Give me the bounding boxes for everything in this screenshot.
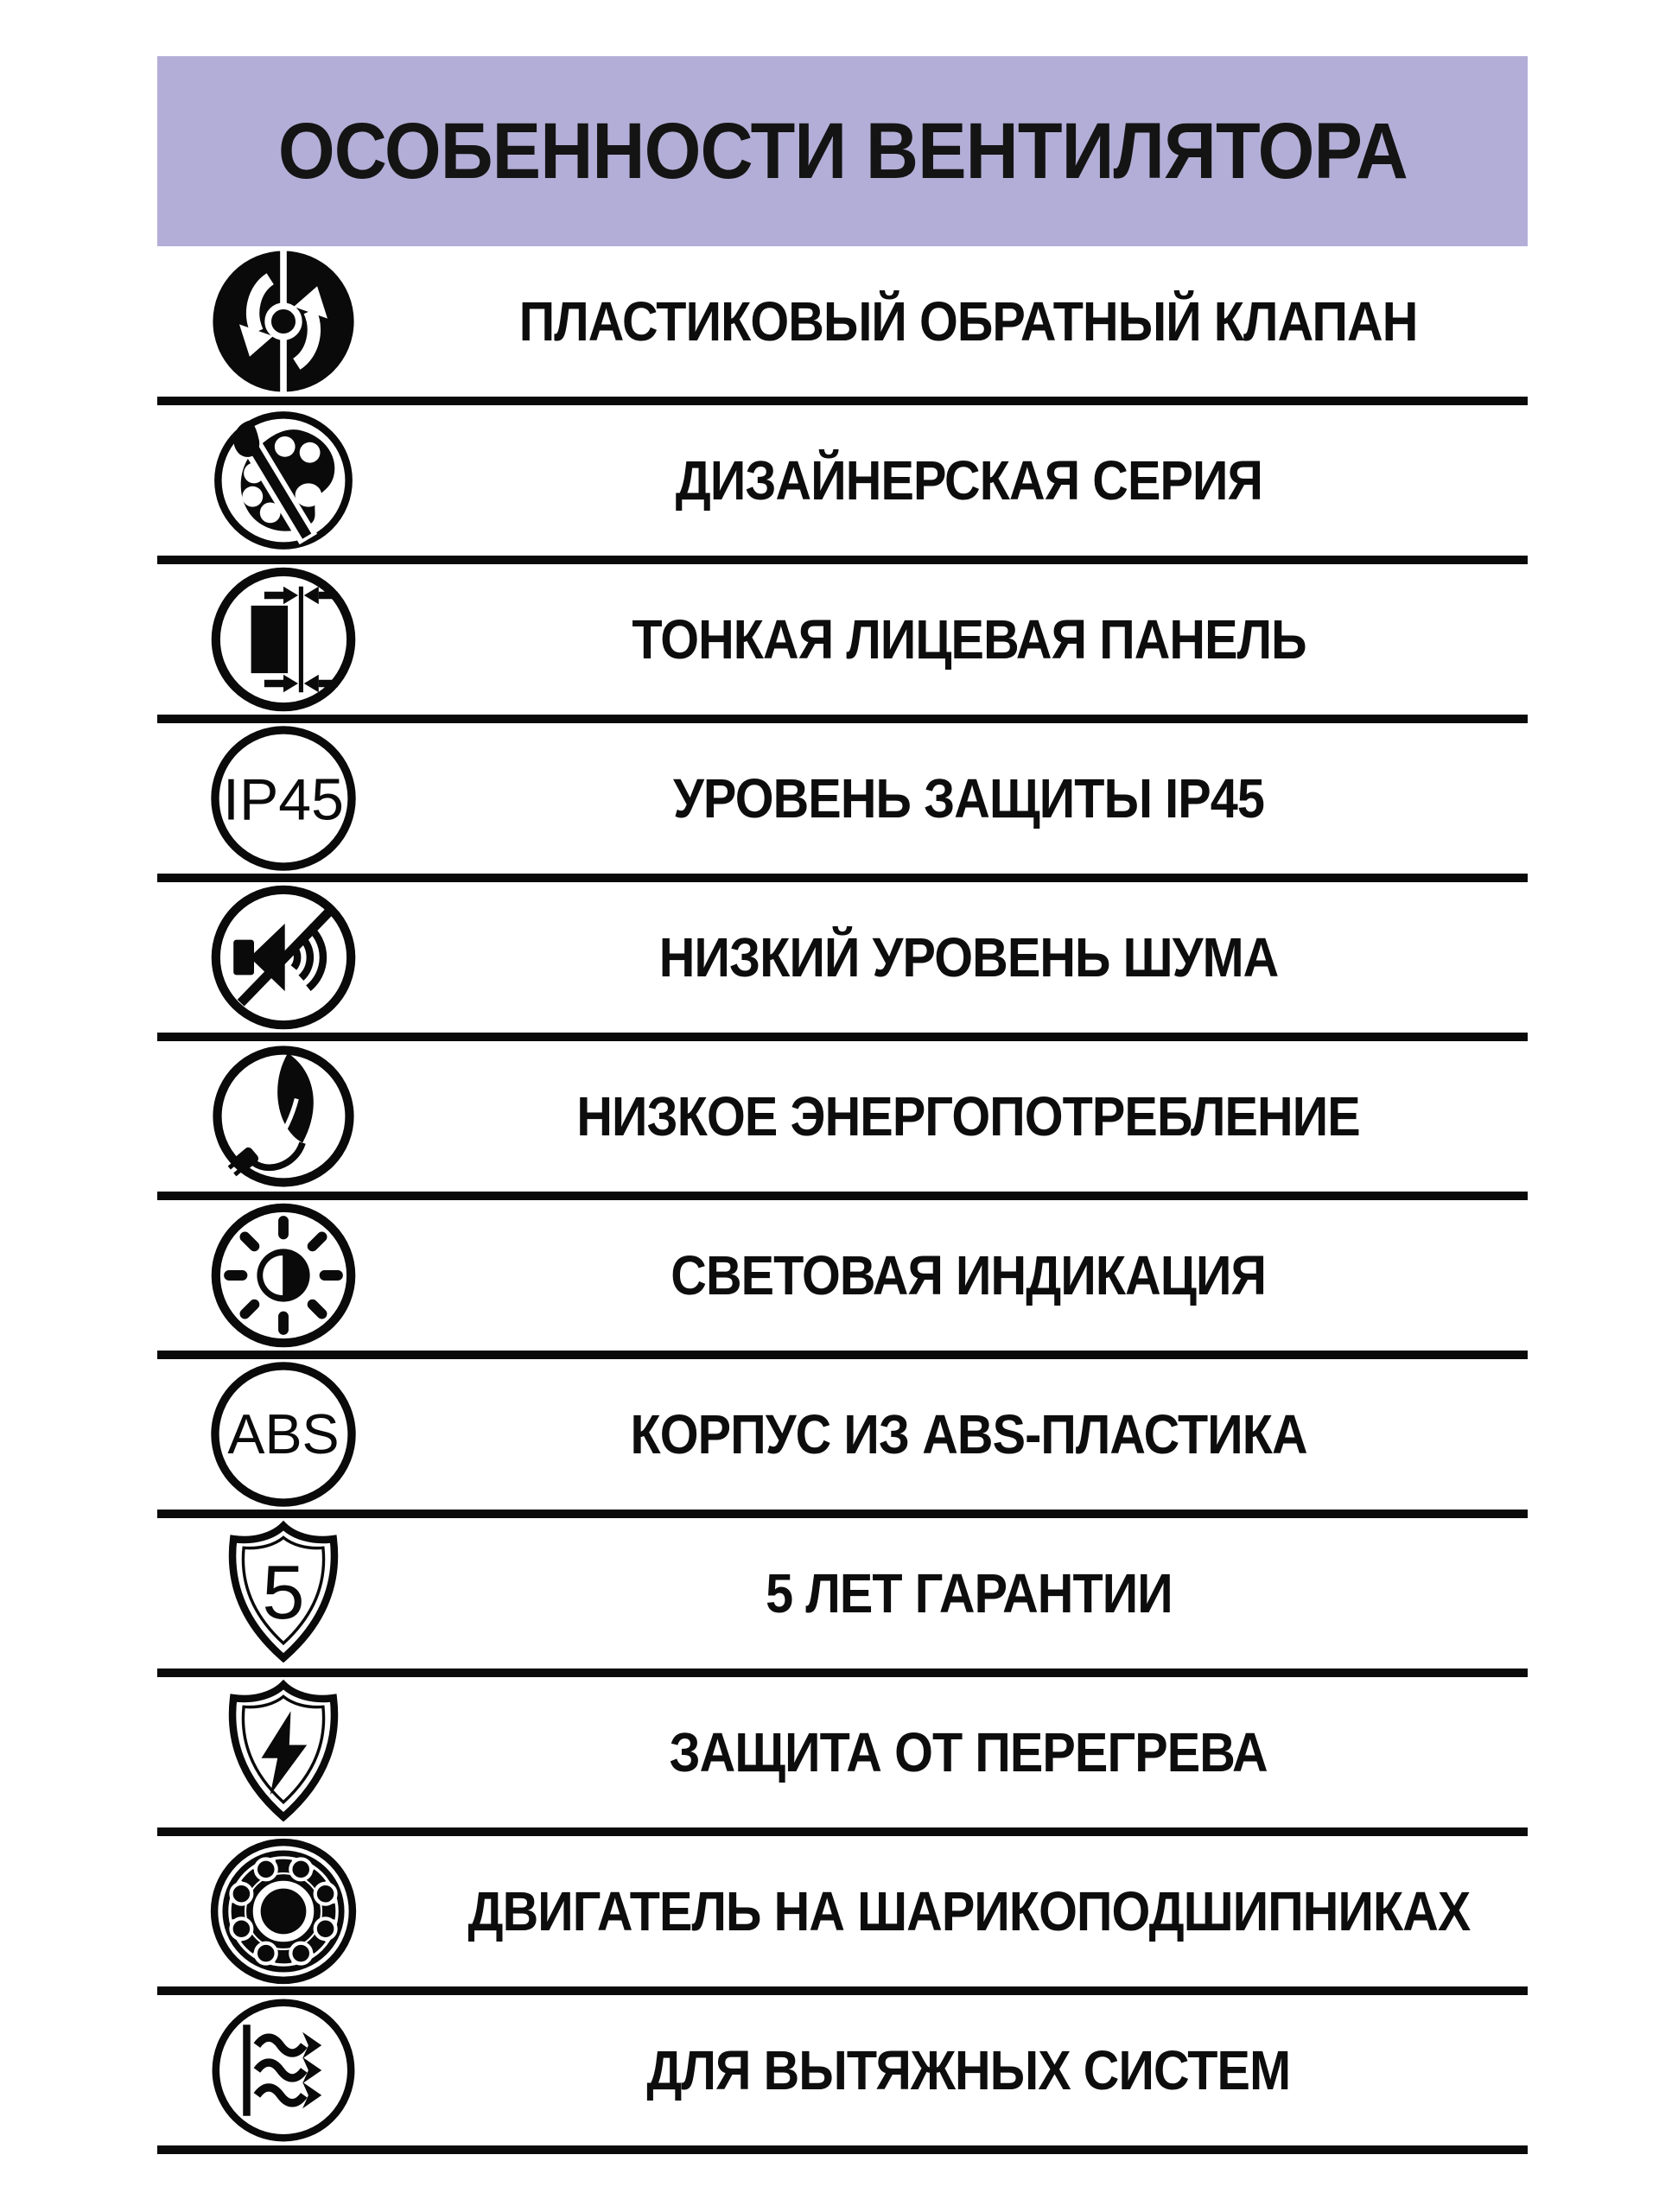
feature-label: ДИЗАЙНЕРСКАЯ СЕРИЯ [675,449,1262,512]
feature-label: ТОНКАЯ ЛИЦЕВАЯ ПАНЕЛЬ [631,608,1306,671]
feature-row [157,1518,1528,1677]
feature-row [157,564,1528,723]
abs-plastic-icon [157,1361,410,1508]
feature-label: ПЛАСТИКОВЫЙ ОБРАТНЫЙ КЛАПАН [519,290,1418,353]
feature-label: СВЕТОВАЯ ИНДИКАЦИЯ [671,1244,1267,1306]
ip45-icon [157,725,410,872]
svg-text:5: 5 [262,1548,305,1635]
feature-row [157,1200,1528,1359]
feature-label: КОРПУС ИЗ ABS-ПЛАСТИКА [630,1403,1307,1465]
overheat-shield-icon [157,1679,410,1826]
feature-label: УРОВЕНЬ ЗАЩИТЫ IP45 [672,767,1265,830]
low-noise-icon [157,884,410,1031]
check-valve-icon [157,248,410,395]
feature-row [157,1677,1528,1836]
feature-row [157,882,1528,1041]
svg-text:IP45: IP45 [223,766,344,833]
feature-label: 5 ЛЕТ ГАРАНТИИ [765,1562,1173,1624]
feature-row [157,723,1528,882]
feature-row [157,246,1528,405]
feature-label: НИЗКИЙ УРОВЕНЬ ШУМА [658,926,1279,988]
feature-row [157,1041,1528,1200]
feature-row [157,1995,1528,2154]
exhaust-system-icon [157,1997,410,2144]
feature-row [157,405,1528,564]
feature-list [157,246,1528,2154]
svg-text:ABS: ABS [227,1403,340,1466]
page-title: ОСОБЕННОСТИ ВЕНТИЛЯТОРА [277,106,1408,195]
feature-label: НИЗКОЕ ЭНЕРГОПОТРЕБЛЕНИЕ [576,1085,1361,1147]
ball-bearing-icon [157,1838,410,1985]
light-indicator-icon [157,1202,410,1349]
feature-label: ЗАЩИТА ОТ ПЕРЕГРЕВА [669,1721,1268,1783]
feature-row [157,1836,1528,1995]
feature-row [157,1359,1528,1518]
design-series-icon [157,407,410,554]
header-banner [157,56,1528,246]
feature-label: ДЛЯ ВЫТЯЖНЫХ СИСТЕМ [646,2039,1291,2101]
warranty-5-shield-icon [157,1520,410,1667]
thin-panel-icon [157,566,410,713]
low-energy-icon [157,1043,410,1190]
feature-label: ДВИГАТЕЛЬ НА ШАРИКОПОДШИПНИКАХ [467,1880,1470,1942]
